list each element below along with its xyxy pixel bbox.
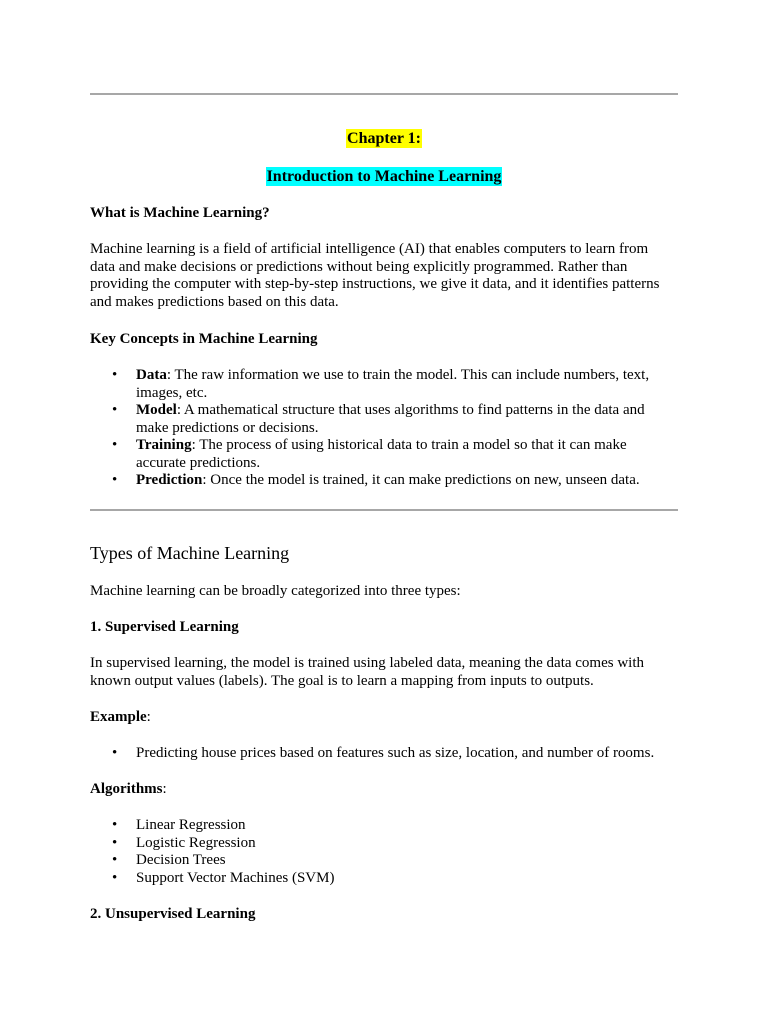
supervised-heading: [90, 619, 680, 637]
section-heading-text: What is Machine Learning?: [90, 205, 270, 221]
list-item-model: [90, 402, 665, 437]
list-item-data: [90, 367, 665, 402]
example-label: [90, 709, 680, 727]
supervised-paragraph: In supervised learning, the model is trained using labeled data, meaning the data comes with known output values (labels). The goal is to learn a mapping from inputs to outputs.: [90, 655, 645, 689]
term-prediction: Prediction: [136, 472, 203, 488]
section-heading-what-is-ml: [90, 205, 680, 223]
example-colon: :: [146, 709, 151, 725]
unsupervised-heading: [90, 906, 680, 924]
definition-data: : The raw information we use to train the model. This can include numbers, text, images, etc.: [136, 367, 650, 401]
types-intro: Machine learning can be broadly categorized into three types:: [90, 583, 461, 599]
list-item: • Support Vector Machines (SVM): [90, 870, 665, 888]
intro-paragraph: Machine learning is a field of artificial intelligence (AI) that enables computers to learn from data and make decisions or predictions without being explicitly programmed. Rather than providing the computer with step-by-step instructions, we give it data, and it identifies patterns and makes predictions based on this data.: [90, 241, 660, 310]
term-training: Training: [136, 437, 192, 453]
key-concepts-heading-text: Key Concepts in Machine Learning: [90, 331, 318, 347]
definition-model: : A mathematical structure that uses algorithms to find patterns in the data and make predictions or decisions.: [136, 402, 645, 436]
unsupervised-heading-text: 2. Unsupervised Learning: [90, 906, 256, 922]
chapter-number-highlight: Chapter 1:: [347, 130, 421, 147]
list-item: • Predicting house prices based on features such as size, location, and number of rooms.: [90, 745, 665, 763]
example-label-text: Example: [90, 709, 147, 725]
chapter-title-highlight: Introduction to Machine Learning: [266, 168, 502, 185]
example-list: [90, 745, 665, 763]
definition-training: : The process of using historical data to train a model so that it can make accurate predictions.: [136, 437, 627, 471]
types-heading: Types of Machine Learning: [90, 543, 290, 563]
list-item: • Linear Regression: [90, 817, 665, 835]
horizontal-rule-middle: [90, 509, 678, 511]
term-model: Model: [136, 402, 177, 418]
algorithms-label-text: Algorithms: [90, 781, 163, 797]
supervised-heading-text: 1. Supervised Learning: [90, 619, 239, 635]
list-item: • Decision Trees: [90, 852, 665, 870]
key-concepts-heading: [90, 331, 680, 349]
algorithms-colon: :: [162, 781, 167, 797]
list-item-prediction: [90, 472, 665, 490]
algorithms-label: [90, 781, 680, 799]
chapter-number: [90, 130, 678, 149]
chapter-title: [90, 168, 678, 187]
list-item-training: [90, 437, 665, 472]
horizontal-rule-top: [90, 93, 678, 95]
definition-prediction: : Once the model is trained, it can make predictions on new, unseen data.: [202, 472, 640, 488]
term-data: Data: [136, 367, 167, 383]
key-concepts-list: [90, 367, 665, 490]
algorithms-list: [90, 817, 665, 887]
list-item: • Logistic Regression: [90, 835, 665, 853]
